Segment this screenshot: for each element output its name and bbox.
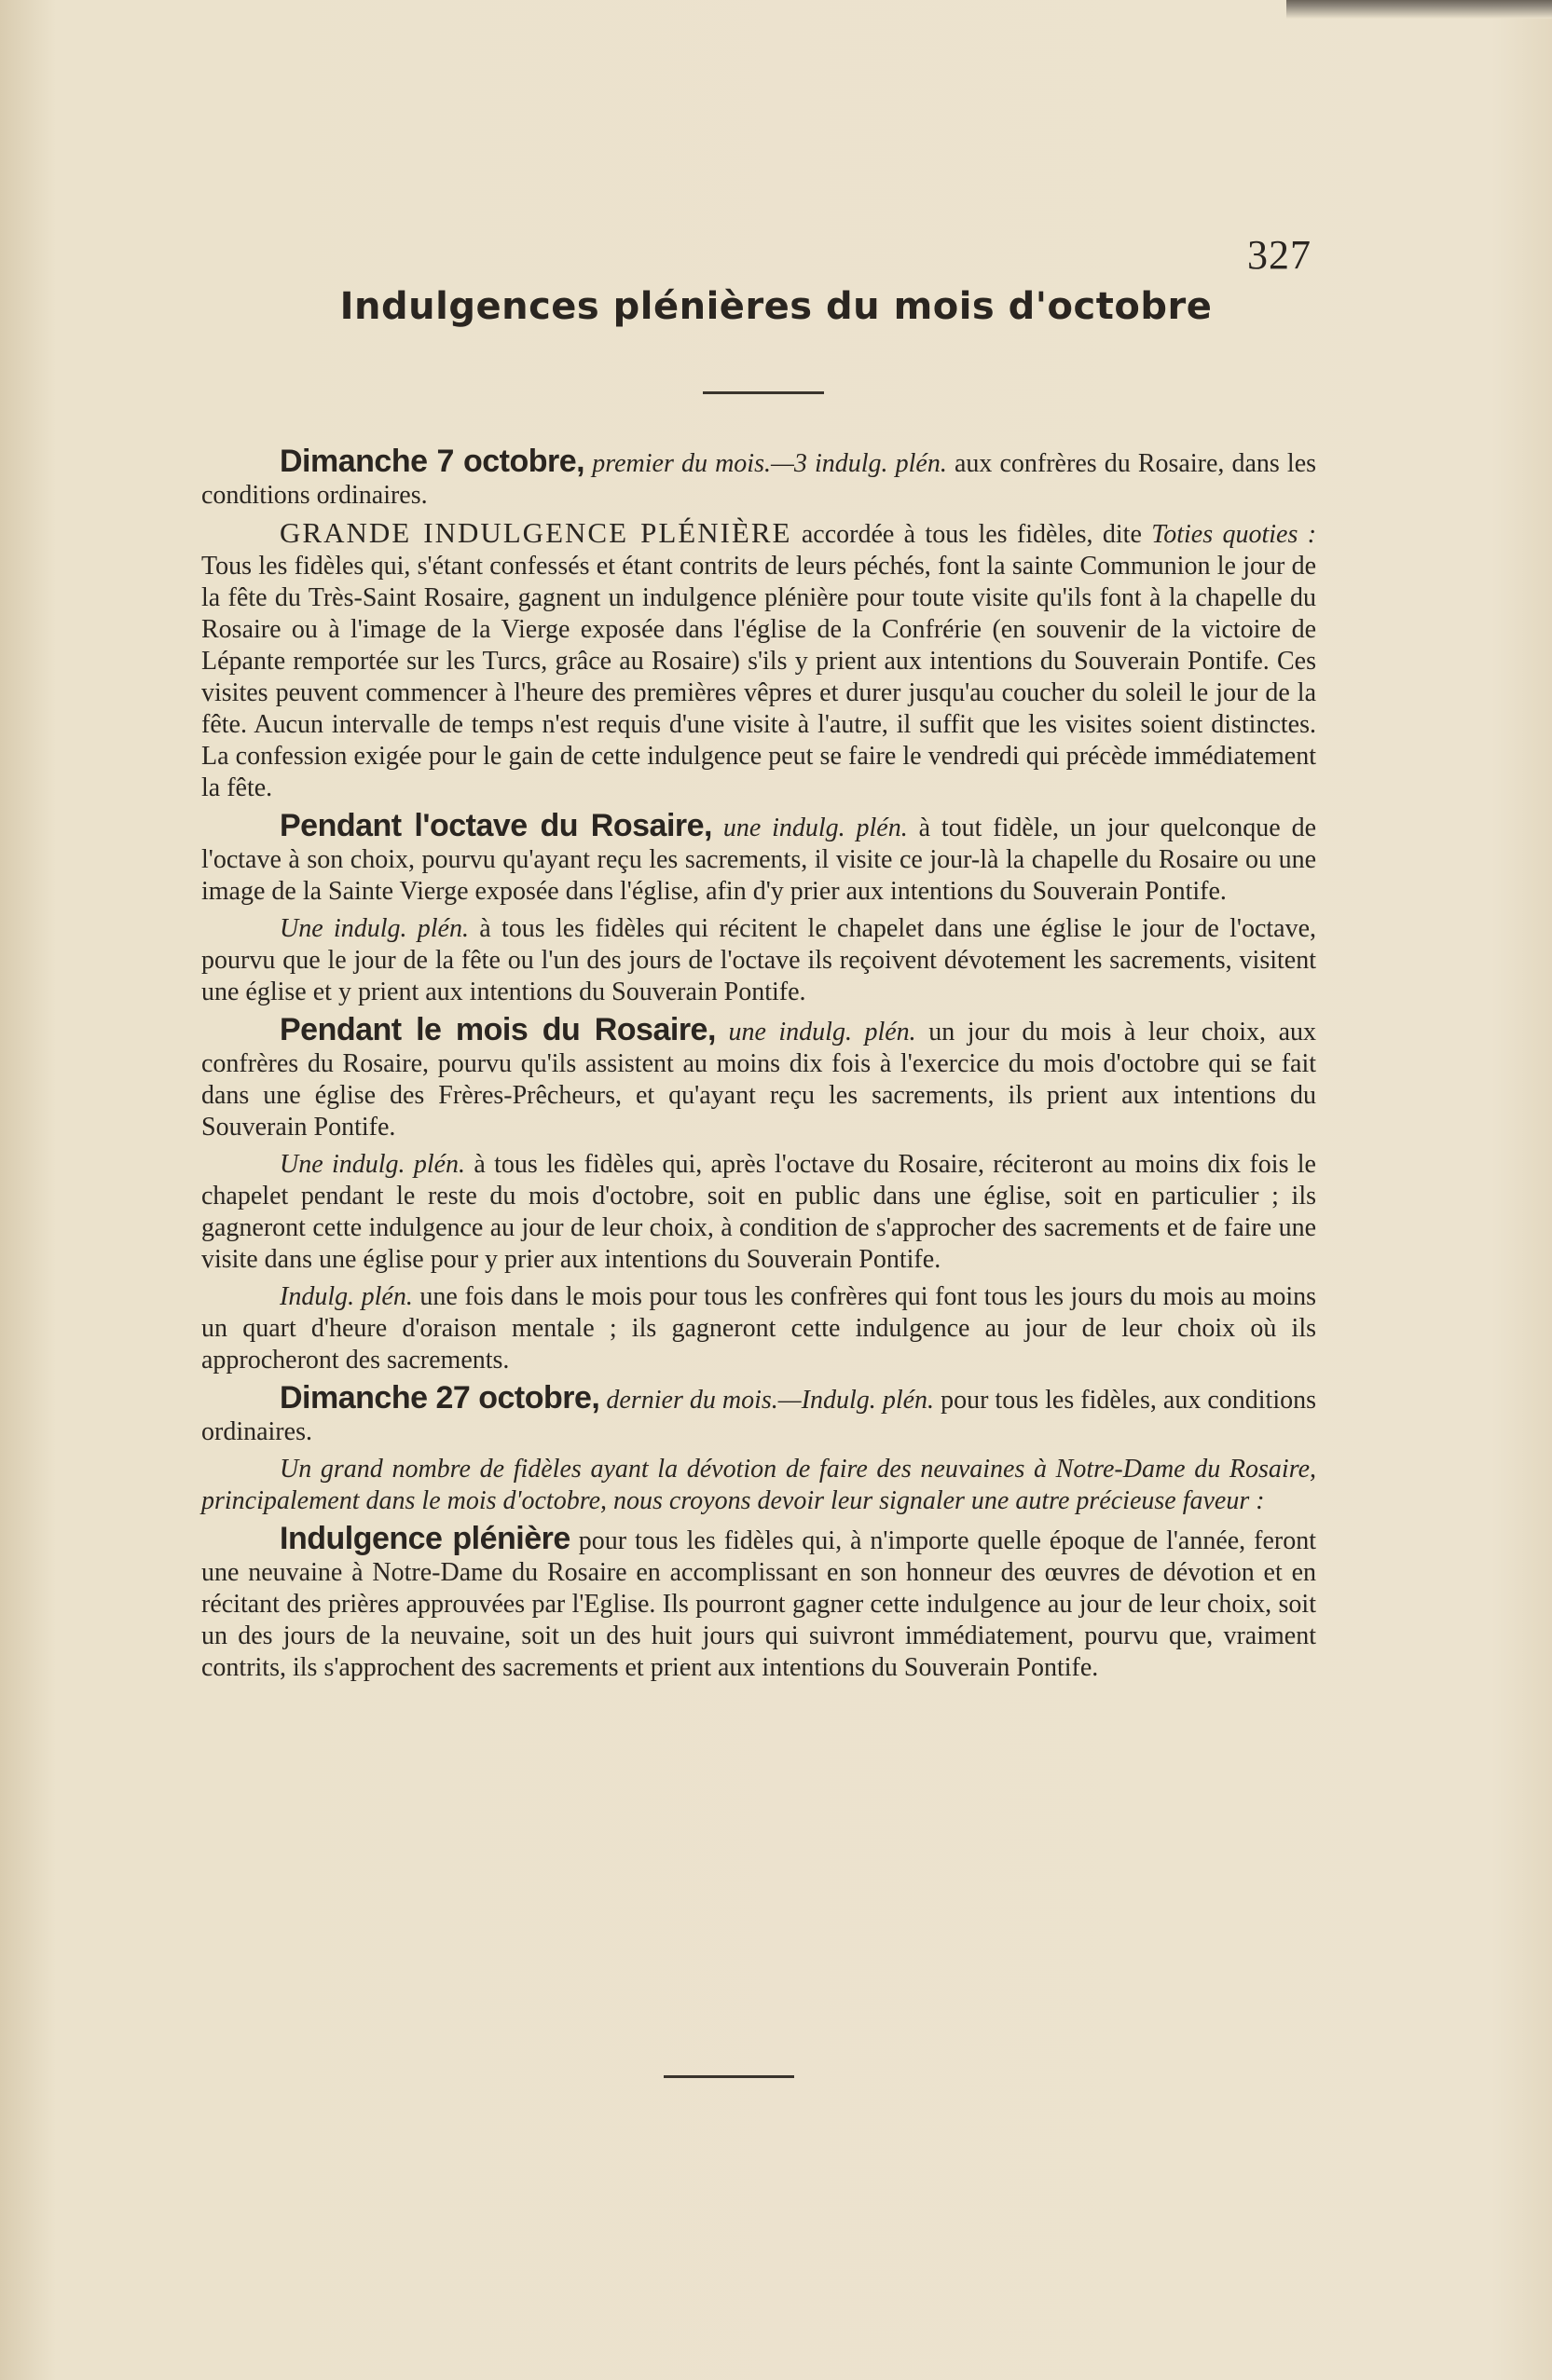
text: Tous les fidèles qui, s'étant confessés et étant contrits de leurs péchés, font la sainte Communion le jour de la fête du Très-Saint Rosaire, gagnent un indulgence plénière pour toute visite qu'ils font à la chapelle du Rosaire ou à l'image de la Vierge exposée dans l'église de la Confrérie (en souvenir de la victoire de Lépante remportée sur les Turcs, grâce au Rosaire) s'ils y prient aux intentions du Souverain Pontife. Ces visites peuvent commencer à l'heure des premières vêpres et durer jusqu'au coucher du soleil le jour de la fête. Aucun intervalle de temps n'est requis d'une visite à l'autre, il suffit que les visites soient distinctes. La confession exigée pour le gain de cette indulgence peut se faire le vendredi qui précède immédiatement la fête. bbox=[201, 552, 1316, 802]
note-dernier-du-mois: dernier du mois.—Indulg. plén. bbox=[606, 1386, 935, 1415]
paragraph-neuvaines-intro: Un grand nombre de fidèles ayant la dévotion de faire des neuvaines à Notre-Dame du Rosaire, principalement dans le mois d'octobre, nous croyons devoir leur signaler une autre précieuse faveur : bbox=[201, 1455, 1316, 1515]
text: à tous les fidèles qui, après l'octave du Rosaire, réciteront au moins dix fois le chapelet pendant le reste du mois d'octobre, soit en public dans une église, soit en particulier ; ils gagneront cette indulgence au jour de leur choix, à condition de s'approcher des sacrements et de faire une visite dans une église pour y prier aux intentions du Souverain Pontife. bbox=[201, 1150, 1316, 1274]
note-toties-quoties: Toties quoties : bbox=[1151, 520, 1317, 549]
page-edge-shadow bbox=[1286, 0, 1552, 19]
end-divider bbox=[664, 2075, 794, 2078]
note-premier-du-mois: premier du mois.—3 indulg. plén. bbox=[592, 449, 947, 478]
text: à tout fidèle, un jour quelconque de l'octave à son choix, pourvu qu'ayant reçu les sacrements, il visite ce jour-là la chapelle du Rosaire ou une image de la Sainte Vierge exposée dans l'église, afin d'y prier aux intentions du Souverain Pontife. bbox=[201, 814, 1317, 906]
page-number: 327 bbox=[1247, 232, 1312, 278]
heading-indulgence-pleniere: Indulgence plénière bbox=[280, 1521, 570, 1556]
paragraph-octave bbox=[201, 810, 1316, 908]
paragraph-indulgence-pleniere bbox=[201, 1523, 1316, 1684]
note-indulg: Une indulg. plén. bbox=[280, 914, 469, 943]
text: accordée à tous les fidèles, dite bbox=[801, 520, 1142, 549]
text: une fois dans le mois pour tous les confrères qui font tous les jours du mois au moins un quart d'heure d'oraison mentale ; ils gagneront cette indulgence au jour de leur choix où ils approcheront des sacrements. bbox=[201, 1282, 1317, 1375]
paragraph-oraison bbox=[201, 1281, 1316, 1376]
heading-octave: Pendant l'octave du Rosaire, bbox=[280, 808, 712, 843]
page-title: Indulgences plénières du mois d'octobre bbox=[339, 285, 1213, 328]
heading-dimanche-27: Dimanche 27 octobre, bbox=[280, 1380, 600, 1416]
text: aux confrères du Rosaire, dans les conditions ordinaires. bbox=[201, 449, 1317, 510]
paragraph-dimanche-7 bbox=[201, 445, 1316, 512]
note-indulg: Une indulg. plén. bbox=[280, 1150, 466, 1179]
paragraph-dimanche-27 bbox=[201, 1382, 1316, 1448]
note-indulg: une indulg. plén. bbox=[728, 1018, 916, 1046]
note-indulg: Indulg. plén. bbox=[280, 1282, 413, 1311]
heading-dimanche-7: Dimanche 7 octobre, bbox=[280, 444, 585, 479]
paragraph-mois-rosaire bbox=[201, 1014, 1316, 1143]
text: à tous les fidèles qui récitent le chapelet dans une église le jour de l'octave, pourvu que le jour de la fête ou l'un des jours de l'octave ils reçoivent dévotement les sacrements, visitent une église et y prient aux intentions du Souverain Pontife. bbox=[201, 914, 1317, 1006]
note-indulg: une indulg. plén. bbox=[722, 814, 908, 842]
heading-mois-rosaire: Pendant le mois du Rosaire, bbox=[280, 1012, 716, 1047]
text: un jour du mois à leur choix, aux confrères du Rosaire, pourvu qu'ils assistent au moins dix fois à l'exercice du mois d'octobre qui se fait dans une église des Frères-Prêcheurs, et qu'ayant reçu les sacrements, ils prient aux intentions du Souverain Pontife. bbox=[201, 1018, 1317, 1142]
paragraph-grande-indulgence bbox=[201, 517, 1316, 804]
article-body bbox=[201, 445, 1316, 1689]
text: pour tous les fidèles qui, à n'importe quelle époque de l'année, feront une neuvaine à Notre-Dame du Rosaire en accomplissant en son honneur des œuvres de dévotion et en récitant des prières approuvées par l'Eglise. Ils pourront gagner cette indulgence au jour de leur choix, soit un des jours de la neuvaine, soit un des huit jours qui suivront immédiatement, pourvu que, vraiment contrits, ils s'approchent des sacrements et prient aux intentions du Souverain Pontife. bbox=[201, 1526, 1316, 1682]
heading-grande-indulgence: GRANDE INDULGENCE PLÉNIÈRE bbox=[280, 516, 792, 549]
title-divider bbox=[703, 391, 824, 394]
paragraph-octave-chapelet bbox=[201, 913, 1316, 1008]
paragraph-apres-octave bbox=[201, 1149, 1316, 1276]
text: pour tous les fidèles, aux conditions ordinaires. bbox=[201, 1386, 1317, 1446]
